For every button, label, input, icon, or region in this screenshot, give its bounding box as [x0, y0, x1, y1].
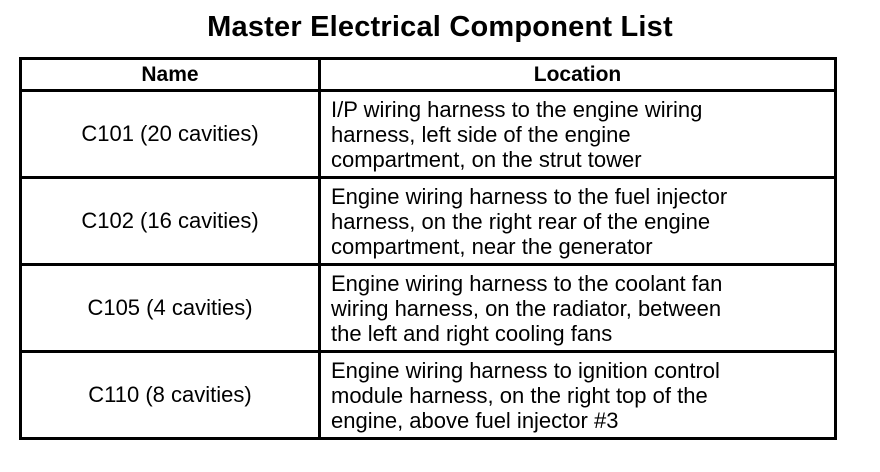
location-line: engine, above fuel injector #3 [331, 407, 619, 433]
location-line: Engine wiring harness to ignition control [331, 357, 720, 383]
table-row [21, 352, 836, 439]
location-line: compartment, on the strut tower [331, 146, 642, 172]
table-header-row [21, 59, 836, 91]
table-row [21, 91, 836, 178]
location-line: harness, on the right rear of the engine [331, 208, 711, 234]
location-line: compartment, near the generator [331, 233, 653, 259]
location-line: Engine wiring harness to the fuel injector [331, 183, 728, 209]
component-location-cell [320, 352, 836, 439]
component-location-cell [320, 178, 836, 265]
location-line: wiring harness, on the radiator, between [331, 295, 722, 321]
table-row [21, 178, 836, 265]
component-name-cell: C101 (20 cavities) [21, 91, 320, 178]
location-line: harness, left side of the engine [331, 121, 631, 147]
column-header-name: Name [21, 59, 320, 91]
location-line: Engine wiring harness to the coolant fan [331, 270, 723, 296]
component-table [19, 57, 837, 440]
page-title: Master Electrical Component List [207, 11, 673, 43]
component-location-cell [320, 265, 836, 352]
column-header-location: Location [320, 59, 836, 91]
table-row [21, 265, 836, 352]
component-name-cell: C105 (4 cavities) [21, 265, 320, 352]
location-line: I/P wiring harness to the engine wiring [331, 96, 703, 122]
component-name-cell: C110 (8 cavities) [21, 352, 320, 439]
location-line: module harness, on the right top of the [331, 382, 708, 408]
location-line: the left and right cooling fans [331, 320, 613, 346]
component-name-cell: C102 (16 cavities) [21, 178, 320, 265]
component-location-cell [320, 91, 836, 178]
